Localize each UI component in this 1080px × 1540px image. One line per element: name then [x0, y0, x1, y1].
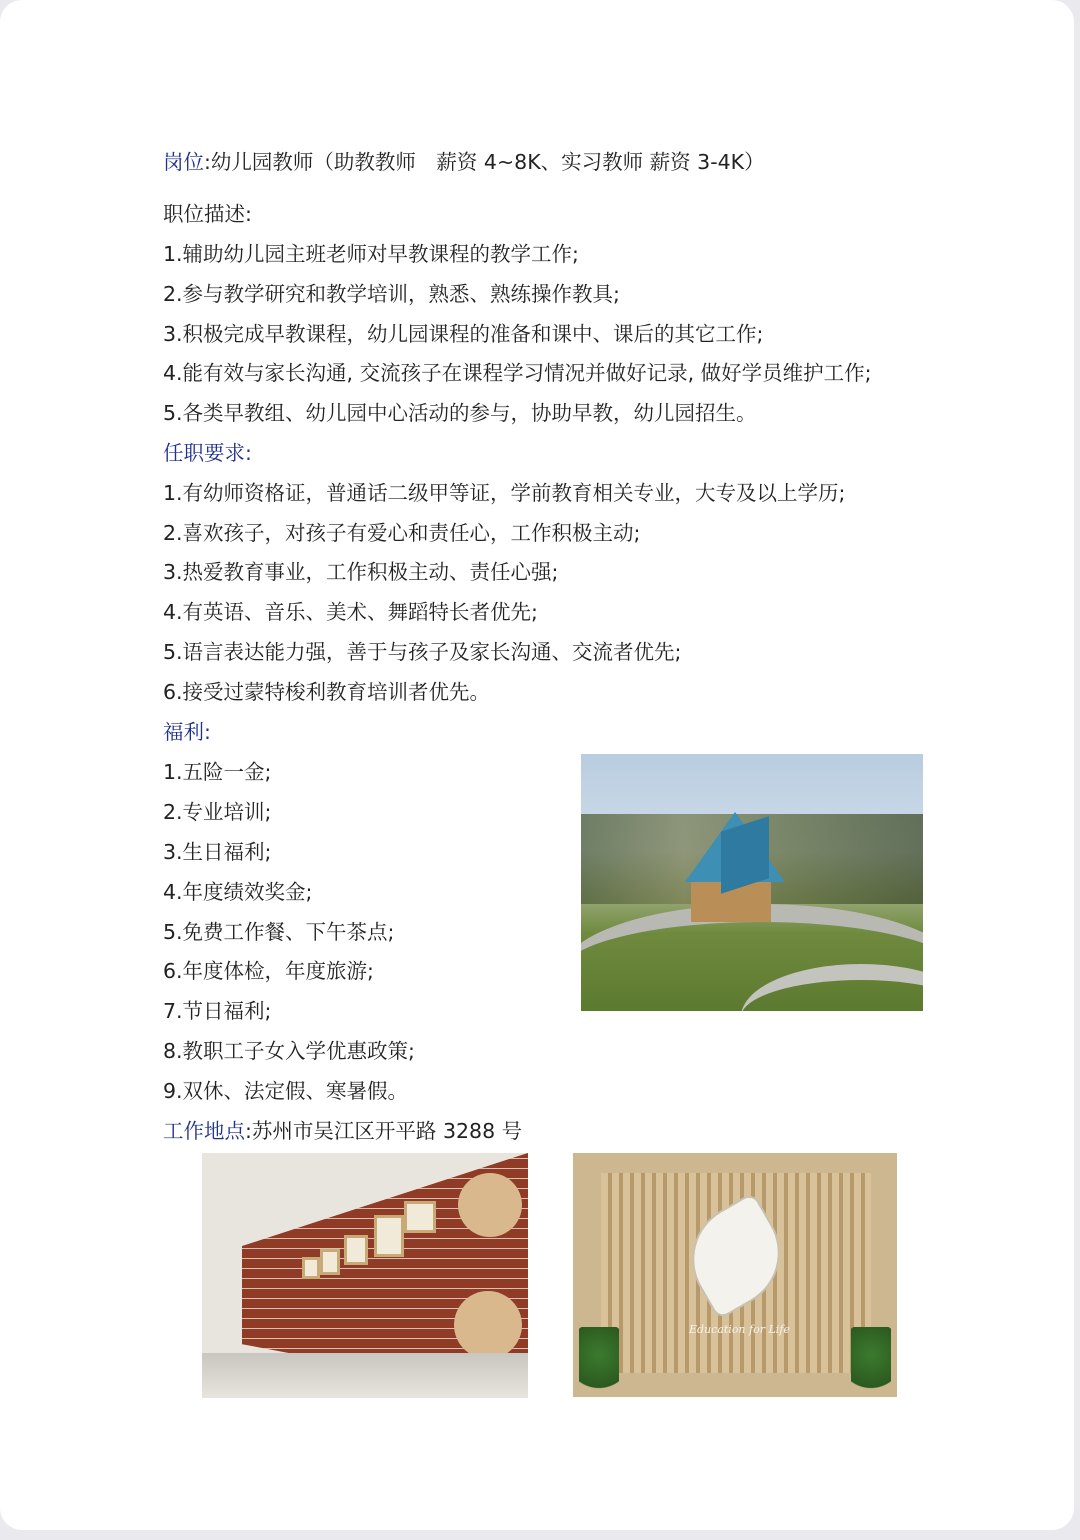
location-line	[163, 1117, 522, 1145]
requirement-item: 2.喜欢孩子，对孩子有爱心和责任心，工作积极主动;	[163, 521, 641, 545]
benefit-item: 9.双休、法定假、寒暑假。	[163, 1079, 409, 1103]
description-heading: 职位描述:	[163, 202, 252, 226]
benefit-item: 8.教职工子女入学优惠政策;	[163, 1039, 415, 1063]
position-sep: :	[204, 150, 211, 174]
description-item: 3.积极完成早教课程，幼儿园课程的准备和课中、课后的其它工作;	[163, 322, 764, 346]
photo-floor	[202, 1353, 528, 1398]
description-item: 4.能有效与家长沟通, 交流孩子在课程学习情况并做好记录, 做好学员维护工作;	[163, 361, 872, 385]
benefit-item: 6.年度体检，年度旅游;	[163, 959, 374, 983]
benefit-item: 2.专业培训;	[163, 800, 272, 824]
benefit-item: 1.五险一金;	[163, 760, 272, 784]
dove-wall-photo	[573, 1153, 897, 1397]
benefit-item: 5.免费工作餐、下午茶点;	[163, 920, 395, 944]
dove-tagline: Education for Life	[689, 1323, 790, 1336]
photo-emblem	[458, 1173, 522, 1237]
position-label: 岗位	[163, 150, 204, 174]
photo-frame	[302, 1257, 320, 1279]
location-sep: :	[245, 1119, 252, 1143]
photo-plant	[579, 1327, 619, 1397]
description-item: 1.辅助幼儿园主班老师对早教课程的教学工作;	[163, 242, 579, 266]
requirements-heading: 任职要求:	[163, 441, 252, 465]
requirement-item: 4.有英语、音乐、美术、舞蹈特长者优先;	[163, 600, 538, 624]
photo-frame	[320, 1249, 340, 1275]
benefit-item: 7.节日福利;	[163, 999, 272, 1023]
requirement-item: 1.有幼师资格证，普通话二级甲等证，学前教育相关专业，大专及以上学历;	[163, 481, 846, 505]
requirement-item: 6.接受过蒙特梭利教育培训者优先。	[163, 680, 491, 704]
photo-emblem	[454, 1291, 522, 1359]
photo-frame	[404, 1201, 436, 1233]
brick-wall-photo	[202, 1153, 528, 1398]
garden-photo	[581, 754, 923, 1011]
position-line	[163, 148, 765, 176]
photo-frame	[374, 1215, 404, 1257]
photo-plant	[851, 1327, 891, 1397]
description-item: 2.参与教学研究和教学培训，熟悉、熟练操作教具;	[163, 282, 620, 306]
requirement-item: 3.热爱教育事业，工作积极主动、责任心强;	[163, 560, 559, 584]
description-item: 5.各类早教组、幼儿园中心活动的参与，协助早教，幼儿园招生。	[163, 401, 757, 425]
benefit-item: 3.生日福利;	[163, 840, 272, 864]
requirement-item: 5.语言表达能力强，善于与孩子及家长沟通、交流者优先;	[163, 640, 682, 664]
position-value: 幼儿园教师（助教教师 薪资 4~8K、实习教师 薪资 3-4K）	[210, 150, 765, 174]
location-value: 苏州市吴江区开平路 3288 号	[251, 1119, 523, 1143]
location-label: 工作地点	[163, 1119, 245, 1143]
benefit-item: 4.年度绩效奖金;	[163, 880, 313, 904]
benefits-heading: 福利:	[163, 720, 211, 744]
photo-frame	[344, 1235, 368, 1265]
